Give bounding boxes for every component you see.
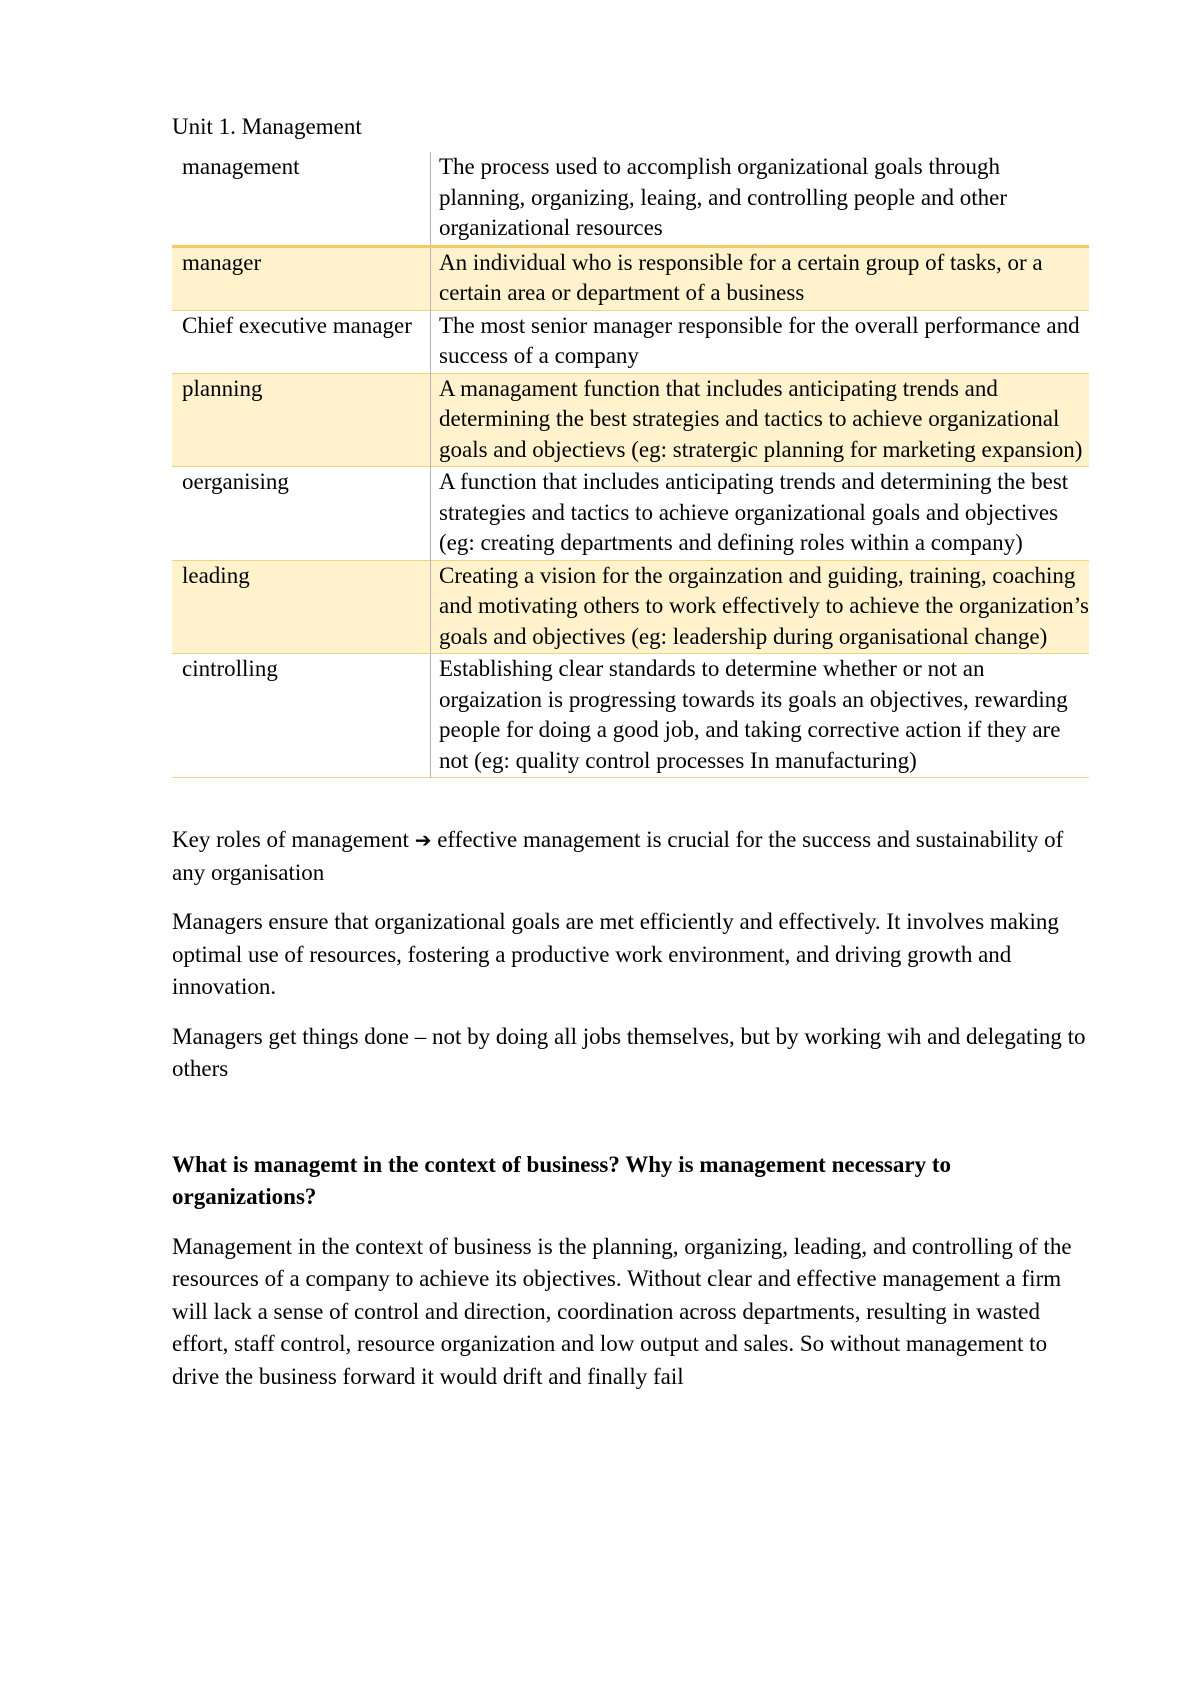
glossary-definition: Establishing clear standards to determine whether or not an orgaization is progressing towards its goals an objectives, rewarding people for doing a good job, and taking corrective action if they are not (eg: quality control processes In manufacturing) bbox=[439, 656, 1068, 773]
glossary-definition: Creating a vision for the orgainzation and guiding, training, coaching and motivating others to work effectively to achieve the organization’s goals and objectives (eg: leadership during organisational change) bbox=[431, 560, 1090, 654]
glossary-definition: A managament function that includes anticipating trends and determining the best strategies and tactics to achieve organizational goals and objectievs (eg: stratergic planning for marketing expansion) bbox=[431, 373, 1090, 467]
glossary-definition: The most senior manager responsible for the overall performance and success of a company bbox=[439, 312, 1080, 368]
glossary-row bbox=[172, 654, 1089, 778]
section-gap bbox=[172, 1103, 1092, 1149]
glossary-term: manager bbox=[172, 246, 431, 310]
glossary-table bbox=[172, 152, 1089, 778]
question-heading: What is managemt in the context of business? Why is management necessary to organizations? bbox=[172, 1151, 952, 1209]
glossary-row bbox=[172, 467, 1089, 561]
body-paragraph: Managers get things done – not by doing all jobs themselves, but by working wih and delegating to others bbox=[172, 1023, 1086, 1081]
glossary-definition: The process used to accomplish organizational goals through planning, organizing, leaing, and controlling people and other organizational resources bbox=[439, 154, 1008, 240]
glossary-row bbox=[172, 152, 1089, 246]
body-paragraph: Managers ensure that organizational goals are met efficiently and effectively. It involves making optimal use of resources, fostering a productive work environment, and driving growth and innovation. bbox=[172, 909, 1059, 999]
arrow-right-icon: ➔ bbox=[414, 828, 432, 852]
document-content bbox=[172, 112, 1092, 1410]
glossary-term: cintrolling bbox=[172, 654, 431, 778]
glossary-term: oerganising bbox=[172, 467, 431, 561]
key-roles-paragraph bbox=[172, 824, 1092, 889]
glossary-row bbox=[172, 246, 1089, 310]
glossary-term: management bbox=[172, 152, 431, 246]
answer-paragraph: Management in the context of business is the planning, organizing, leading, and controlling of the resources of a company to achieve its objectives. Without clear and effective management a firm will lack a sense of control and direction, coordination across departments, resulting in wasted effort, staff control, resource organization and low output and sales. So without management to drive the business forward it would drift and finally fail bbox=[172, 1233, 1072, 1389]
glossary-row bbox=[172, 310, 1089, 373]
glossary-term: leading bbox=[172, 560, 431, 654]
glossary-row bbox=[172, 373, 1089, 467]
glossary-term: Chief executive manager bbox=[172, 310, 431, 373]
key-roles-rest: effective management is crucial for the success and sustainability of any organisation bbox=[172, 827, 1064, 885]
glossary-term: planning bbox=[172, 373, 431, 467]
unit-title: Unit 1. Management bbox=[172, 114, 362, 139]
glossary-row bbox=[172, 560, 1089, 654]
glossary-definition: An individual who is responsible for a certain group of tasks, or a certain area or department of a business bbox=[431, 246, 1090, 310]
glossary-definition: A function that includes anticipating trends and determining the best strategies and tactics to achieve organizational goals and objectives (eg: creating departments and defining roles within a company) bbox=[439, 469, 1069, 555]
key-roles-lead: Key roles of management bbox=[172, 827, 409, 852]
section-gap bbox=[172, 778, 1092, 824]
